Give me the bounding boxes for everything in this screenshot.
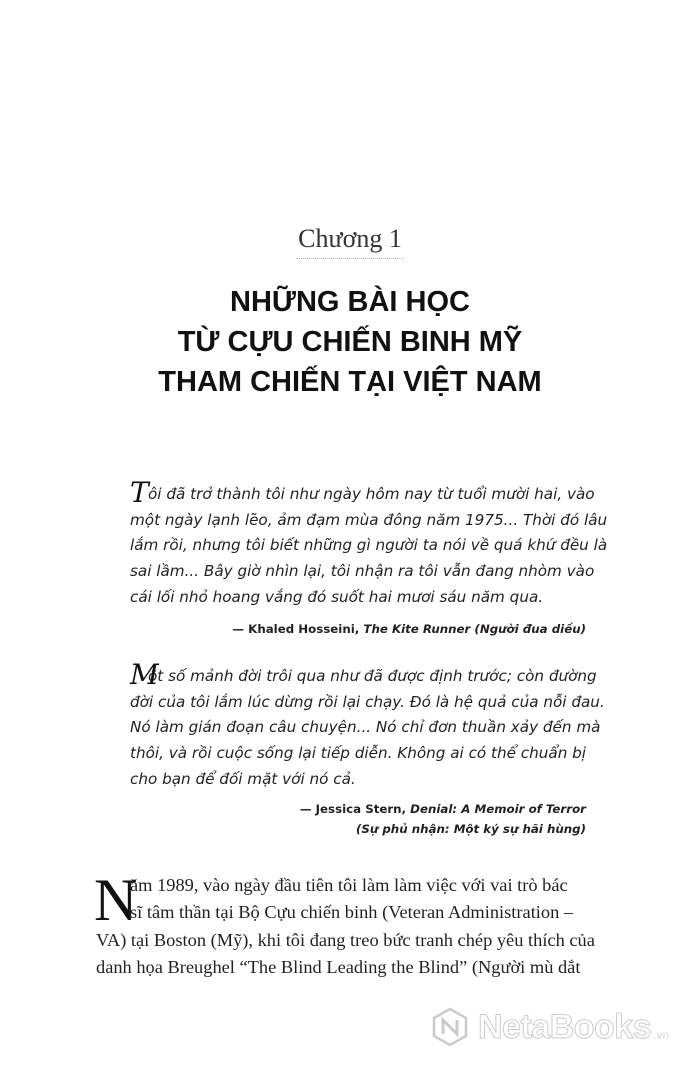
drop-cap: M — [130, 658, 159, 691]
epigraph-1 — [130, 476, 608, 611]
chapter-label: Chương 1 — [298, 224, 402, 253]
drop-cap: T — [130, 476, 149, 509]
watermark — [430, 1002, 692, 1052]
chapter-title — [0, 282, 700, 402]
epigraph-line: cái lối nhỏ hoang vắng đó suốt hai mươi sáu năm qua. — [130, 587, 544, 606]
epigraph-line: đời của tôi lắm lúc dừng rồi lại chạy. Đó là hệ quả của nỗi đau. — [130, 692, 605, 711]
netabooks-logo-icon — [430, 1007, 470, 1047]
epigraph-line: một ngày lạnh lẽo, ảm đạm mùa đông năm 1975... Thời đó lâu — [130, 510, 608, 529]
epigraph-2-attribution-translation — [130, 820, 586, 838]
attribution-work: The Kite Runner (Người đua diều) — [363, 622, 586, 636]
epigraph-line: T ôi đã trở thành tôi như ngày hôm nay từ tuổi mười hai, vào — [130, 476, 595, 509]
chapter-title-line: THAM CHIẾN TẠI VIỆT NAM — [158, 366, 542, 398]
epigraph-2 — [130, 658, 605, 793]
epigraph-line: lắm rồi, nhưng tôi biết những gì người ta nói về quá khứ đều là — [130, 536, 608, 555]
attribution-author: — Khaled Hosseini, — [232, 622, 360, 636]
body-line: danh họa Breughel “The Blind Leading the Blind” (Người mù dắt — [96, 956, 581, 977]
drop-cap: N — [94, 867, 138, 933]
epigraph-line: sai lầm... Bây giờ nhìn lại, tôi nhận ra tôi vẫn đang nhòm vào — [130, 562, 595, 581]
attribution-work: Denial: A Memoir of Terror — [410, 802, 586, 816]
attribution-author: — Jessica Stern, — [299, 802, 407, 816]
epigraph-line: cho bạn để đối mặt với nó cả. — [130, 769, 356, 788]
chapter-title-line: NHỮNG BÀI HỌC — [230, 286, 470, 318]
body-line: sĩ tâm thần tại Bộ Cựu chiến binh (Veteran Administration – — [130, 902, 574, 923]
epigraph-line: Nó làm gián đoạn câu chuyện... Nó chỉ đơn thuần xảy đến mà — [130, 718, 601, 737]
body-line: ăm 1989, vào ngày đầu tiên tôi làm làm việc với vai trò bác — [130, 875, 568, 895]
epigraph-line: M ột số mảnh đời trôi qua như đã được định trước; còn đường — [130, 658, 597, 691]
epigraph-2-attribution — [130, 800, 586, 818]
attribution-work-translation: (Sự phủ nhận: Một ký sự hãi hùng) — [355, 822, 586, 836]
chapter-divider — [296, 258, 404, 259]
body-paragraph — [94, 867, 602, 981]
epigraph-line: thôi, và rồi cuộc sống lại tiếp diễn. Không ai có thể chuẩn bị — [130, 744, 587, 763]
epigraph-1-attribution — [130, 620, 586, 638]
watermark-brand: NetaBooks — [478, 1007, 652, 1046]
body-line: VA) tại Boston (Mỹ), khi tôi đang treo bức tranh chép yêu thích của — [96, 929, 595, 950]
watermark-suffix: .vn — [653, 1028, 670, 1042]
chapter-title-line: TỪ CỰU CHIẾN BINH MỸ — [177, 326, 523, 358]
